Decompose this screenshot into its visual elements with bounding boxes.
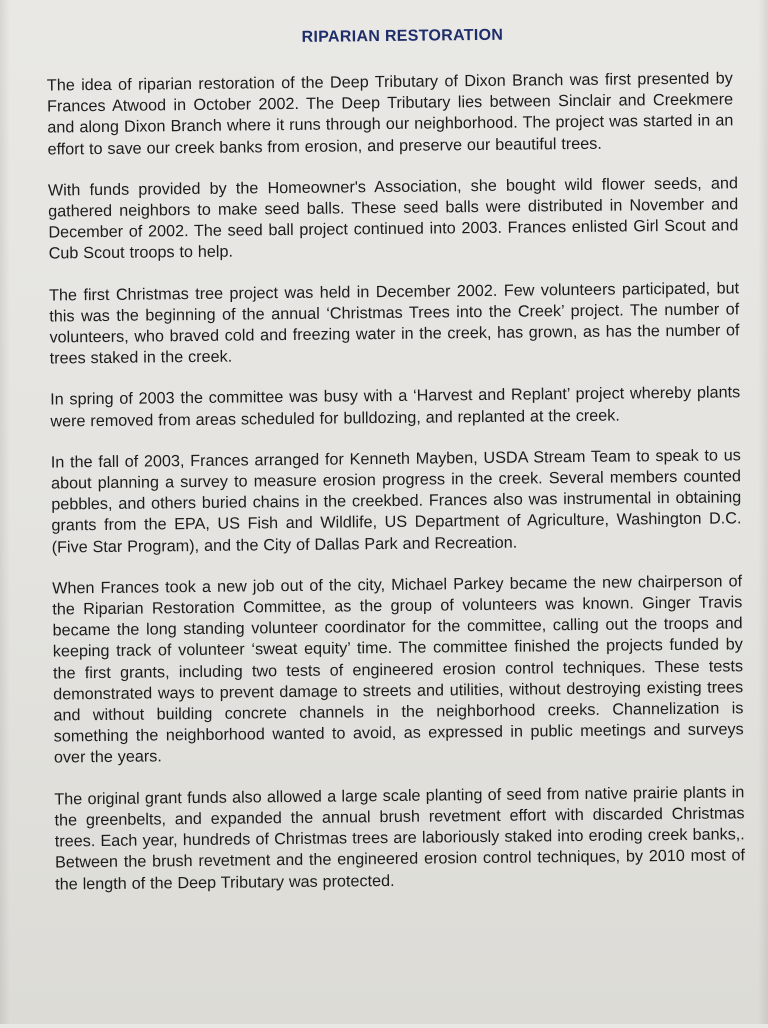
paragraph-christmas-trees: The first Christmas tree project was held in December 2002. Few volunteers participated, but this was the beginning of the annual ‘Christmas Trees into the Creek’ project. The number of volunteers, who braved cold and freezing water in the creek, has grown, as has the number of trees staked in the creek. <box>48 278 740 368</box>
page-title: RIPARIAN RESTORATION <box>301 26 504 46</box>
paragraph-grants: In the fall of 2003, Frances arranged for Kenneth Mayben, USDA Stream Team to speak to us about planning a survey to measure erosion progress in the creek. Several members counted pebbles, and others buried chains in the creekbed. Frances also was instrumental in obtaining grants from the EPA, US Fish and Wildlife, US Department of Agriculture, Washington D.C. (Five Star Program), and the City of Dallas Park and Recreation. <box>50 446 742 557</box>
paragraph-committee: When Frances took a new job out of the city, Michael Parkey became the new chairperson of the Riparian Restoration Committee, as the group of volunteers was known. Ginger Travis became the long standing volunteer coordinator for the committee, calling out the troops and keeping track of volunteer ‘sweat equity’ time. The committee finished the projects funded by the first grants, including two tests of engineered erosion control techniques. These tests demonstrated ways to prevent damage to streets and utilities, without destroying existing trees and without building concrete channels in the neighborhood creeks. Channelization is something the neighborhood wanted to avoid, as expressed in public meetings and surveys over the years. <box>52 572 744 767</box>
paragraph-seed-balls: With funds provided by the Homeowner's Association, she bought wild flower seeds, and gathered neighbors to make seed balls. These seed balls were distributed in November and December of 2002. The seed ball project continued into 2003. Frances enlisted Girl Scout and Cub Scout troops to help. <box>47 174 739 263</box>
paragraph-origin: The idea of riparian restoration of the Deep Tributary of Dixon Branch was first presented by Frances Atwood in October 2002. The Deep Tributary lies between Sinclair and Creekmere and along Dixon Branch where it runs through our neighborhood. The project was started in an effort to save our creek banks from erosion, and preserve our beautiful trees. <box>46 69 734 159</box>
paragraph-harvest-replant: In spring of 2003 the committee was busy with a ‘Harvest and Replant’ project whereby plants were removed from areas scheduled for bulldozing, and replanted at the creek. <box>50 383 741 431</box>
page-edge-shadow-right <box>758 0 768 1024</box>
paragraph-prairie-planting: The original grant funds also allowed a large scale planting of seed from native prairie plants in the greenbelts, and expanded the annual brush revetment effort with discarded Christmas trees. Each year, hundreds of Christmas trees are laboriously staked into eroding creek banks,. Between the brush revetment and the engineered erosion control techniques, by 2010 most of the length of the Deep Tributary was protected. <box>54 782 746 893</box>
page-edge-shadow-left <box>0 0 10 1024</box>
